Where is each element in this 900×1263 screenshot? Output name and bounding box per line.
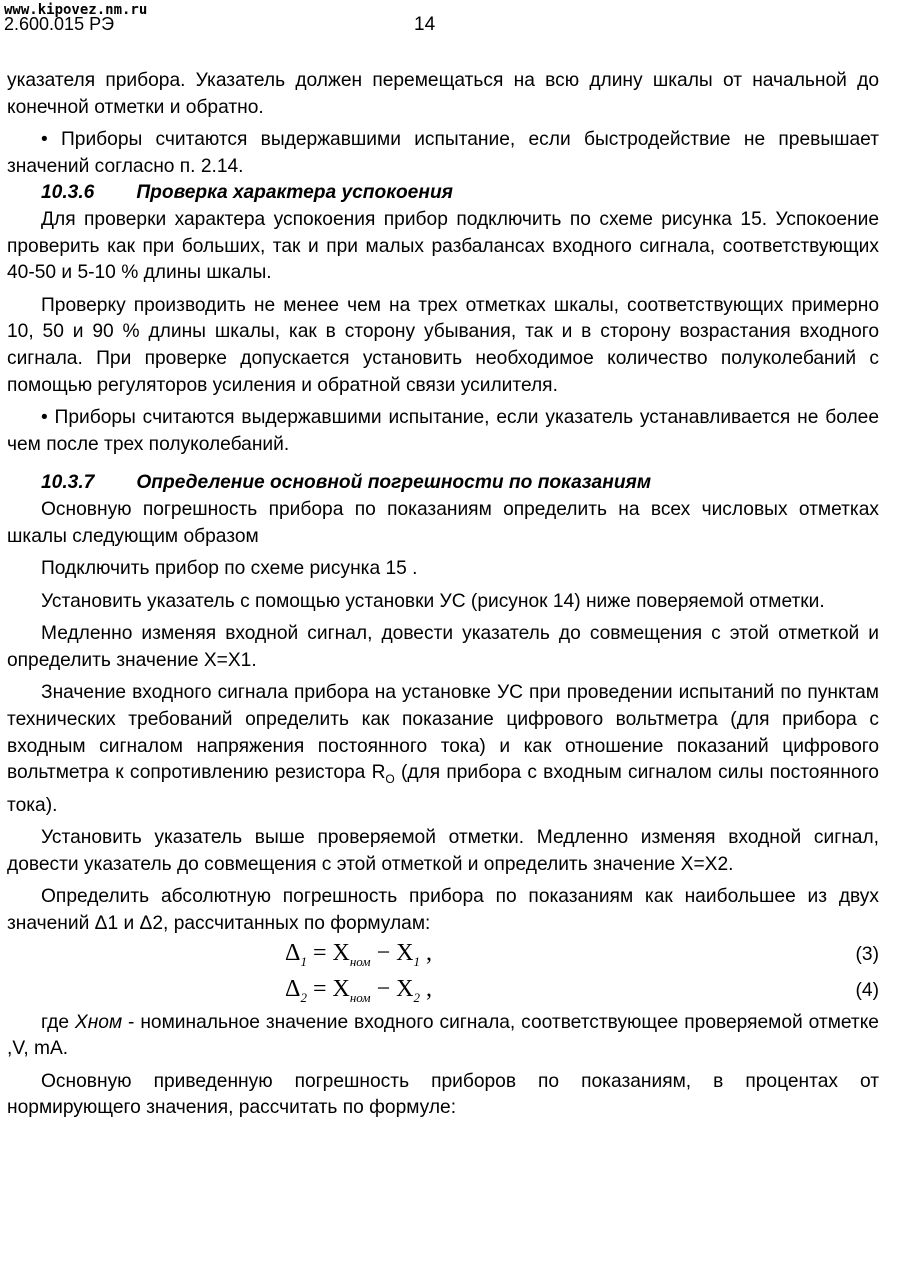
paragraph-12: Определить абсолютную погрешность прибора по показаниям как наибольшее из двух значений Δ1 и Δ2, рассчитанных по формулам: — [7, 886, 879, 935]
paragraph-13: где Хном - номинальное значение входного сигнала, соответствующее проверяемой отметке ,V, mA. — [7, 1011, 879, 1060]
paragraph-8: Установить указатель с помощью установки УС (рисунок 14) ниже поверяемой отметки. — [41, 590, 825, 612]
paragraph-10 — [7, 680, 879, 819]
section-heading-10-3-7 — [7, 470, 879, 497]
formula-3-expression: $\Delta_1 = X_{ном} - X_1$ , — [285, 939, 432, 969]
paragraph-5: • Приборы считаются выдержавшими испытание, если указатель устанавливается не более чем после трех полуколебаний. — [7, 407, 879, 455]
paragraph-7: Подключить прибор по схеме рисунка 15 . — [41, 558, 418, 580]
formula-3-number: (3) — [855, 943, 879, 965]
paragraph-10-tail: (для прибора с входным сигналом силы постоянного тока). — [7, 762, 879, 816]
paragraph-3: Для проверки характера успокоения прибор подключить по схеме рисунка 15. Успокоение проверить как при больших, так и при малых разбалансах входного сигнала, соответствующих 40-50 и 5-10 % длины шкалы. — [7, 208, 879, 284]
paragraph-2: • Приборы считаются выдержавшими испытание, если быстродействие не превышает значений согласно п. 2.14. — [7, 129, 879, 177]
section-number: 10.3.6 — [41, 182, 95, 204]
document-number: 2.600.015 РЭ — [4, 14, 115, 34]
section-title: Проверка характера успокоения — [136, 182, 453, 204]
formula-3 — [7, 938, 879, 974]
paragraph-14: Основную приведенную погрешность приборов по показаниям, в процентах от нормирующего значения, рассчитать по формуле: — [7, 1070, 879, 1119]
paragraph-10-text: Значение входного сигнала прибора на установке УС при проведении испытаний по пунктам технических требований определить как показание цифрового вольтметра (для прибора с входным сигналом напряжения постоянного тока) и как отношение показаний цифрового вольтметра к сопротивлению резистора R — [7, 682, 879, 784]
watermark-url: www.kipovez.nm.ru — [4, 2, 148, 18]
paragraph-11: Установить указатель выше проверяемой отметки. Медленно изменяя входной сигнал, довести указатель до совмещения с этой отметкой и определить значение X=X2. — [7, 827, 879, 875]
paragraph-9: Медленно изменяя входной сигнал, довести указатель до совмещения с этой отметкой и определить значение X=X1. — [7, 623, 879, 671]
paragraph-4: Проверку производить не менее чем на трех отметках шкалы, соответствующих примерно 10, 50 и 90 % длины шкалы, как в сторону убывания, так и в сторону возрастания входного сигнала. При проверке допускается установить необходимое количество полуколебаний с помощью регуляторов усиления и обратной связи усилителя. — [7, 294, 879, 396]
formula-4-expression: $\Delta_2 = X_{ном} - X_2$ , — [285, 975, 432, 1005]
resistor-subscript: О — [385, 772, 395, 787]
page-body — [7, 68, 879, 1122]
section-number: 10.3.7 — [41, 472, 95, 494]
paragraph-6: Основную погрешность прибора по показаниям определить на всех числовых отметках шкалы следующим образом — [7, 498, 879, 547]
nominal-symbol: Хном — [74, 1011, 123, 1033]
section-heading-10-3-6 — [7, 180, 879, 207]
formula-4-number: (4) — [855, 979, 879, 1001]
section-title: Определение основной погрешности по показаниям — [136, 472, 652, 494]
page-number: 14 — [414, 14, 436, 35]
paragraph-1: указателя прибора. Указатель должен перемещаться на всю длину шкалы от начальной до конечной отметки и обратно. — [7, 70, 879, 118]
formula-4 — [7, 974, 879, 1010]
